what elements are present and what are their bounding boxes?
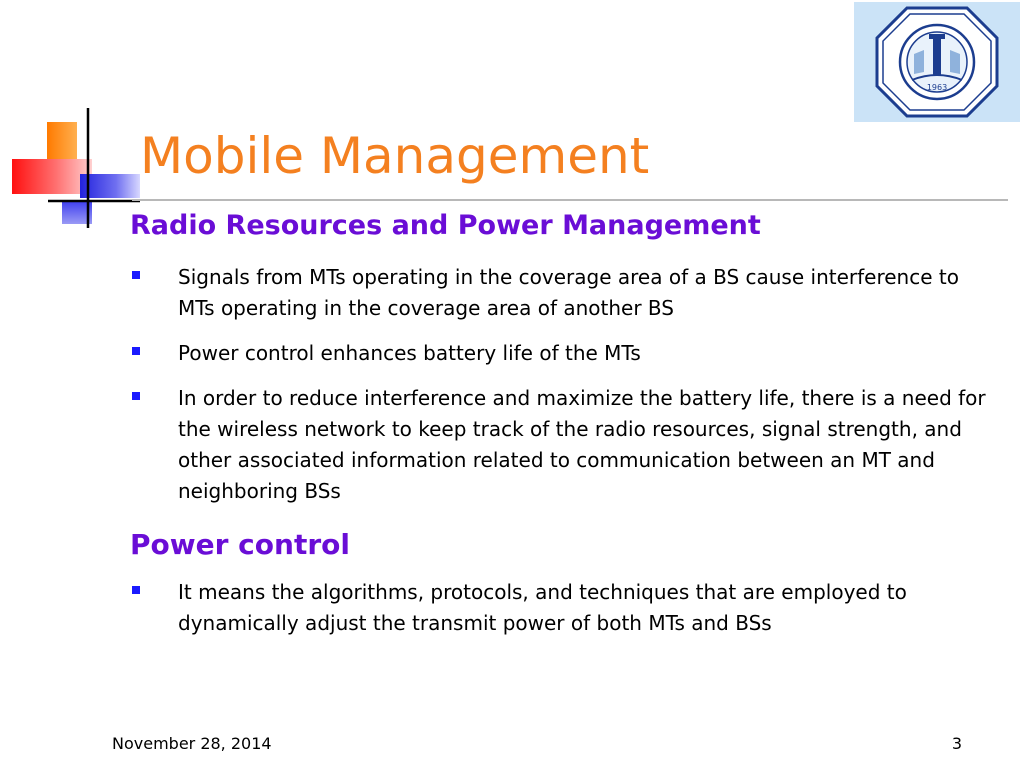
list-item	[130, 383, 1000, 507]
slide-content	[130, 206, 1000, 639]
square-bullet-icon	[132, 271, 140, 279]
square-bullet-icon	[132, 347, 140, 355]
bullet-text: It means the algorithms, protocols, and techniques that are employed to dynamically adjust the transmit power of both MTs and BSs	[178, 580, 907, 635]
university-seal-icon	[854, 2, 1020, 122]
bullet-text: Signals from MTs operating in the coverage area of a BS cause interference to MTs operating in the coverage area of another BS	[178, 265, 959, 320]
section-heading-power-control: Power control	[130, 528, 350, 561]
square-bullet-icon	[132, 392, 140, 400]
section-heading-radio-resources: Radio Resources and Power Management	[130, 210, 761, 241]
bullet-list-radio-resources	[130, 262, 1000, 507]
list-item	[130, 262, 1000, 324]
logo-year: 1963	[926, 83, 948, 92]
decorative-squares-icon	[0, 100, 150, 240]
footer-date: November 28, 2014	[112, 734, 272, 753]
list-item	[130, 338, 1000, 369]
square-bullet-icon	[132, 586, 140, 594]
bullet-text: Power control enhances battery life of the MTs	[178, 341, 641, 365]
bullet-list-power-control	[130, 577, 1000, 639]
slide-title: Mobile Management	[140, 127, 650, 185]
list-item	[130, 577, 1000, 639]
page-number: 3	[951, 734, 962, 753]
title-divider	[132, 199, 1008, 201]
bullet-text: In order to reduce interference and maximize the battery life, there is a need for the wireless network to keep track of the radio resources, signal strength, and other associated information related to communication between an MT and neighboring BSs	[178, 386, 986, 503]
